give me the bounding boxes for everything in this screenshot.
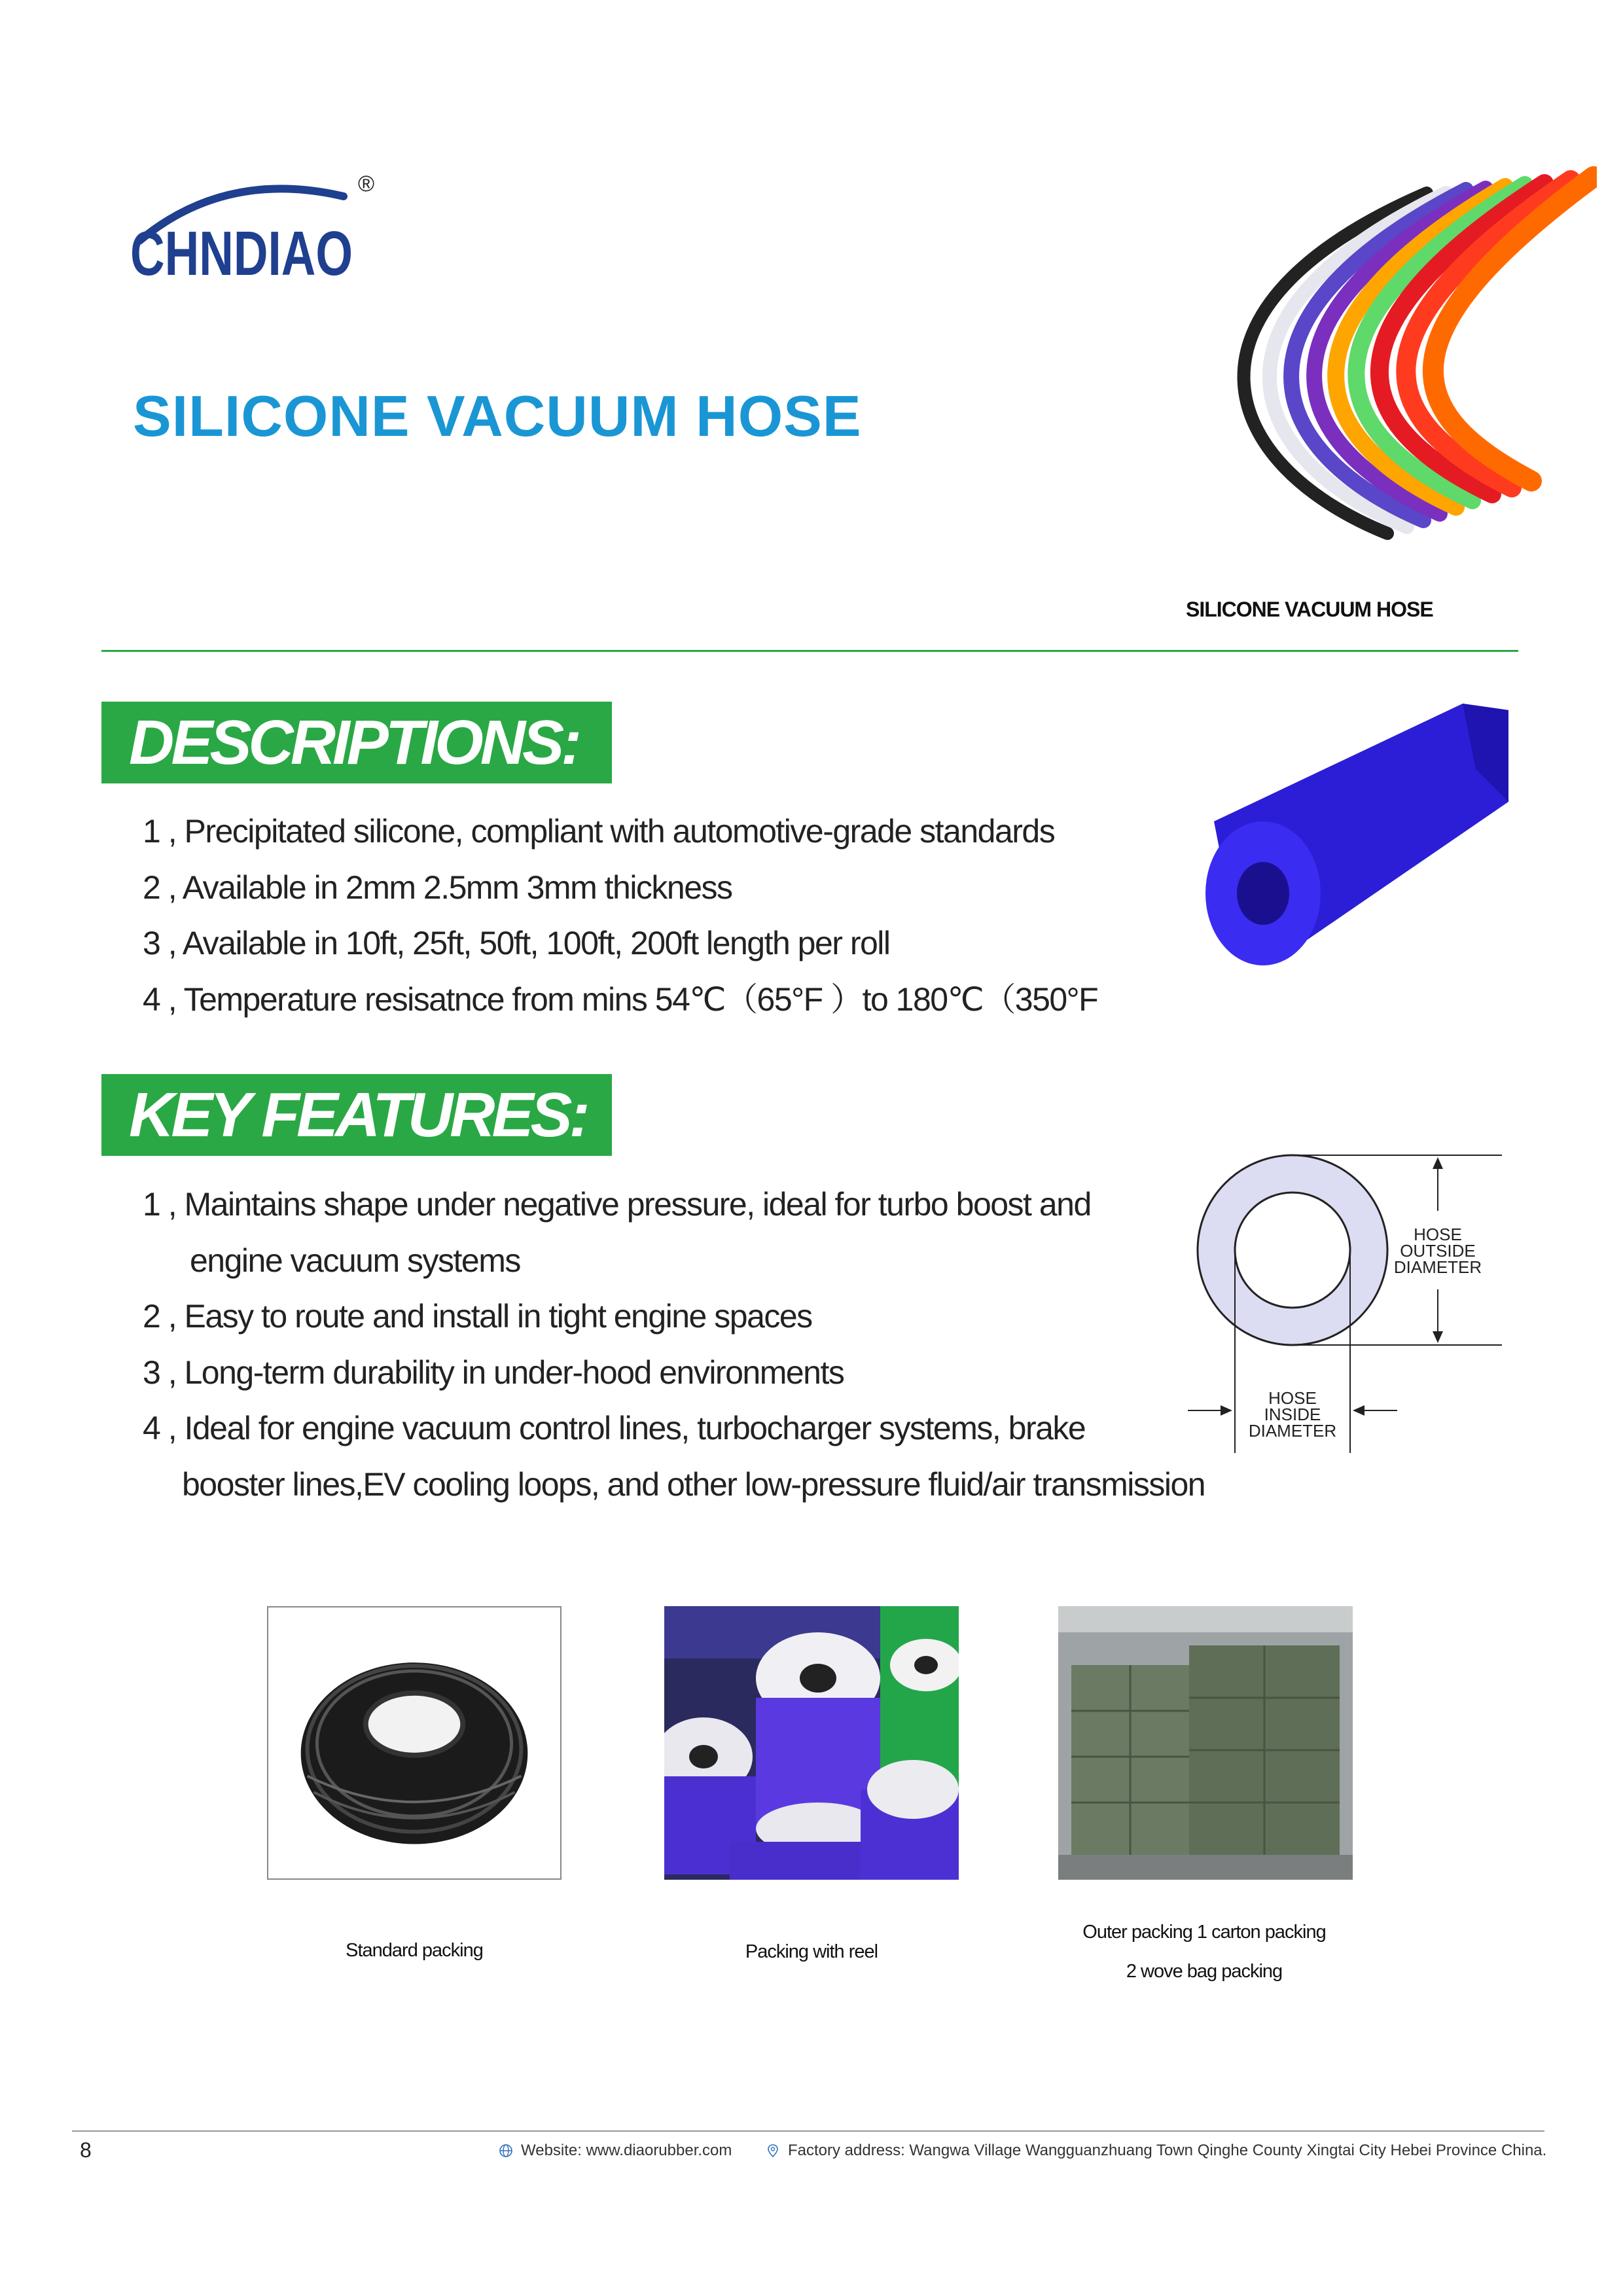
feature-item: 2 , Easy to route and install in tight engine spaces bbox=[143, 1298, 812, 1335]
description-item: 1 , Precipitated silicone, compliant with automotive-grade standards bbox=[143, 813, 1055, 850]
description-item: 2 , Available in 2mm 2.5mm 3mm thickness bbox=[143, 869, 732, 906]
key-features-heading: KEY FEATURES: bbox=[101, 1074, 612, 1156]
standard-packing-caption: Standard packing bbox=[346, 1940, 483, 1961]
inside-label-3: DIAMETER bbox=[1248, 1421, 1337, 1441]
hose-diameter-diagram bbox=[1181, 1139, 1508, 1460]
address-text: Factory address: Wangwa Village Wangguanzhuang Town Qinghe County Xingtai City Hebei Province China. bbox=[788, 2142, 1547, 2159]
hero-hose-image bbox=[1165, 157, 1597, 550]
location-pin-icon bbox=[766, 2144, 780, 2158]
svg-text:®: ® bbox=[358, 171, 375, 196]
website-text: Website: www.diaorubber.com bbox=[521, 2142, 732, 2159]
descriptions-heading: DESCRIPTIONS: bbox=[101, 702, 612, 783]
globe-icon bbox=[499, 2144, 513, 2158]
outer-packing-caption-line1: Outer packing 1 carton packing bbox=[1082, 1922, 1326, 1943]
page-number: 8 bbox=[80, 2138, 92, 2162]
feature-item: booster lines,EV cooling loops, and other low-pressure fluid/air transmission bbox=[182, 1466, 1205, 1503]
page-title: SILICONE VACUUM HOSE bbox=[133, 384, 862, 448]
feature-item: 1 , Maintains shape under negative pressure, ideal for turbo boost and bbox=[143, 1186, 1091, 1223]
svg-text:CHNDIAO: CHNDIAO bbox=[130, 219, 353, 289]
standard-packing-photo bbox=[267, 1606, 562, 1880]
outside-label-1: HOSE bbox=[1414, 1225, 1462, 1244]
feature-item: 4 , Ideal for engine vacuum control lines, turbocharger systems, brake bbox=[143, 1410, 1086, 1446]
brand-logo bbox=[128, 164, 402, 295]
description-item: 4 , Temperature resisatnce from mins 54℃（65°F ）to 180℃（350°F bbox=[143, 981, 1098, 1018]
reel-packing-caption: Packing with reel bbox=[745, 1941, 878, 1962]
outside-label-3: DIAMETER bbox=[1393, 1257, 1482, 1277]
reel-packing-photo bbox=[664, 1606, 959, 1880]
blue-tube-image bbox=[1201, 697, 1512, 985]
footer-website bbox=[499, 2142, 732, 2160]
outer-packing-caption-line2: 2 wove bag packing bbox=[1126, 1961, 1283, 1982]
feature-item: engine vacuum systems bbox=[190, 1242, 520, 1279]
description-item: 3 , Available in 10ft, 25ft, 50ft, 100ft, 200ft length per roll bbox=[143, 925, 890, 961]
hero-caption: SILICONE VACUUM HOSE bbox=[1186, 598, 1433, 621]
footer-divider bbox=[72, 2130, 1544, 2132]
feature-item: 3 , Long-term durability in under-hood environments bbox=[143, 1354, 844, 1391]
section-divider bbox=[101, 650, 1518, 652]
inside-label-2: INSIDE bbox=[1264, 1405, 1321, 1424]
inside-label-1: HOSE bbox=[1268, 1388, 1317, 1408]
footer-address bbox=[766, 2142, 1546, 2160]
outside-label-2: OUTSIDE bbox=[1400, 1241, 1476, 1261]
outer-packing-photo bbox=[1058, 1606, 1353, 1880]
